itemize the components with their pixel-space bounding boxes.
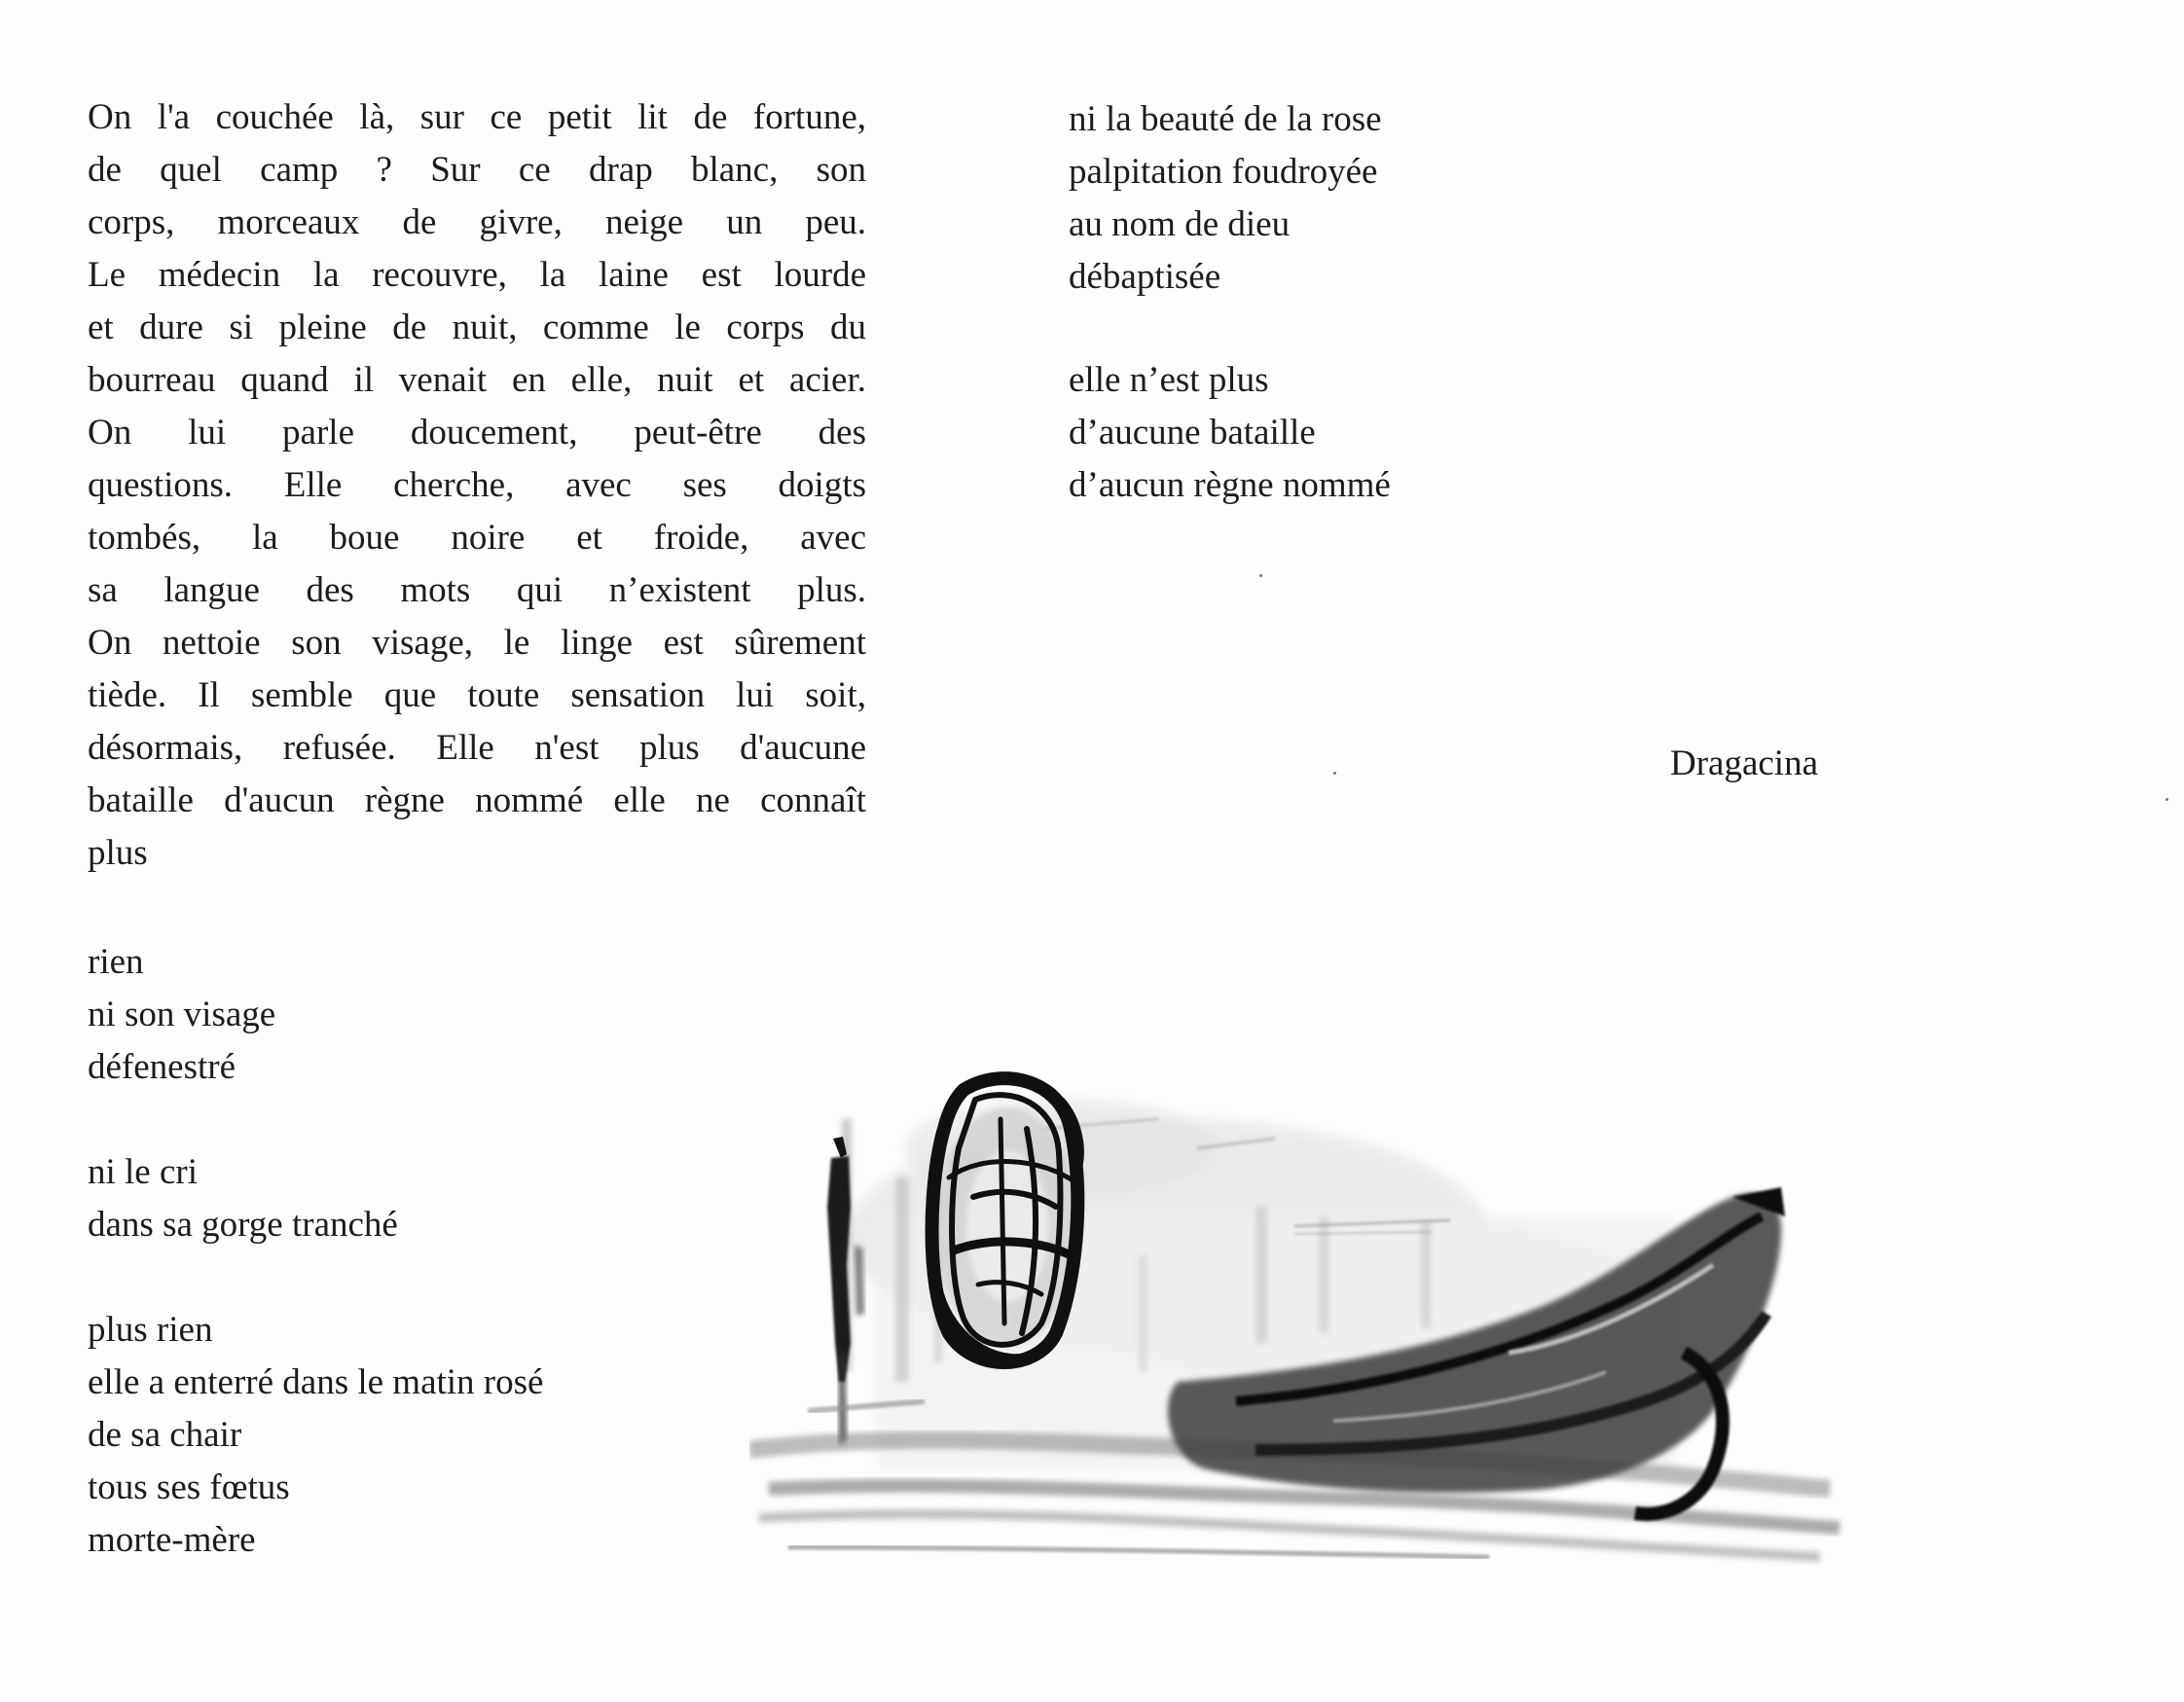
paper-speck (1333, 772, 1336, 775)
prose-line: On nettoie son visage, le linge est sûrement (88, 623, 866, 663)
paper-speck (1259, 574, 1262, 577)
verse-line: débaptisée (1069, 257, 1221, 297)
prose-paragraph (88, 91, 866, 880)
verse-line: dans sa gorge tranché (88, 1205, 398, 1245)
verse-line: elle a enterré dans le matin rosé (88, 1362, 544, 1402)
verse-line: morte-mère (88, 1520, 256, 1560)
verse-stanza (1069, 93, 1382, 304)
verse-stanza (88, 1146, 398, 1251)
prose-line: bataille d'aucun règne nommé elle ne connaît (88, 780, 866, 820)
verse-stanza (88, 936, 275, 1094)
prose-line: et dure si pleine de nuit, comme le corps du (88, 308, 866, 347)
verse-line: plus rien (88, 1310, 213, 1350)
prose-line: tombés, la boue noire et froide, avec (88, 518, 866, 558)
standing-figure (827, 1137, 864, 1445)
prose-line: On lui parle doucement, peut-être des (88, 413, 866, 453)
prose-line: plus (88, 833, 148, 873)
verse-line: ni le cri (88, 1152, 199, 1192)
verse-stanza (1069, 354, 1391, 512)
verse-line: ni la beauté de la rose (1069, 99, 1382, 139)
verse-line: défenestré (88, 1047, 237, 1087)
paper-speck (2166, 798, 2168, 801)
prose-line: bourreau quand il venait en elle, nuit et acier. (88, 360, 866, 400)
prose-line: de quel camp ? Sur ce drap blanc, son (88, 150, 866, 190)
prose-line: questions. Elle cherche, avec ses doigts (88, 465, 866, 505)
verse-line: au nom de dieu (1069, 204, 1291, 244)
prose-line: sa langue des mots qui n’existent plus. (88, 570, 866, 610)
prose-line: désormais, refusée. Elle n'est plus d'aucune (88, 728, 866, 768)
verse-line: ni son visage (88, 995, 276, 1034)
verse-line: d’aucun règne nommé (1069, 465, 1391, 505)
verse-line: d’aucune bataille (1069, 413, 1316, 453)
author-signature: Dragacina (1670, 743, 1819, 783)
verse-line: de sa chair (88, 1415, 242, 1455)
prose-line: corps, morceaux de givre, neige un peu. (88, 202, 866, 242)
verse-stanza (88, 1304, 543, 1567)
prose-line: On l'a couchée là, sur ce petit lit de fortune, (88, 97, 866, 137)
verse-line: tous ses fœtus (88, 1467, 290, 1507)
prose-line: Le médecin la recouvre, la laine est lourde (88, 255, 866, 295)
ink-wash-illustration (749, 1061, 1849, 1606)
verse-line: rien (88, 942, 144, 982)
verse-line: palpitation foudroyée (1069, 152, 1378, 192)
prose-line: tiède. Il semble que toute sensation lui soit, (88, 675, 866, 715)
verse-line: elle n’est plus (1069, 360, 1269, 400)
